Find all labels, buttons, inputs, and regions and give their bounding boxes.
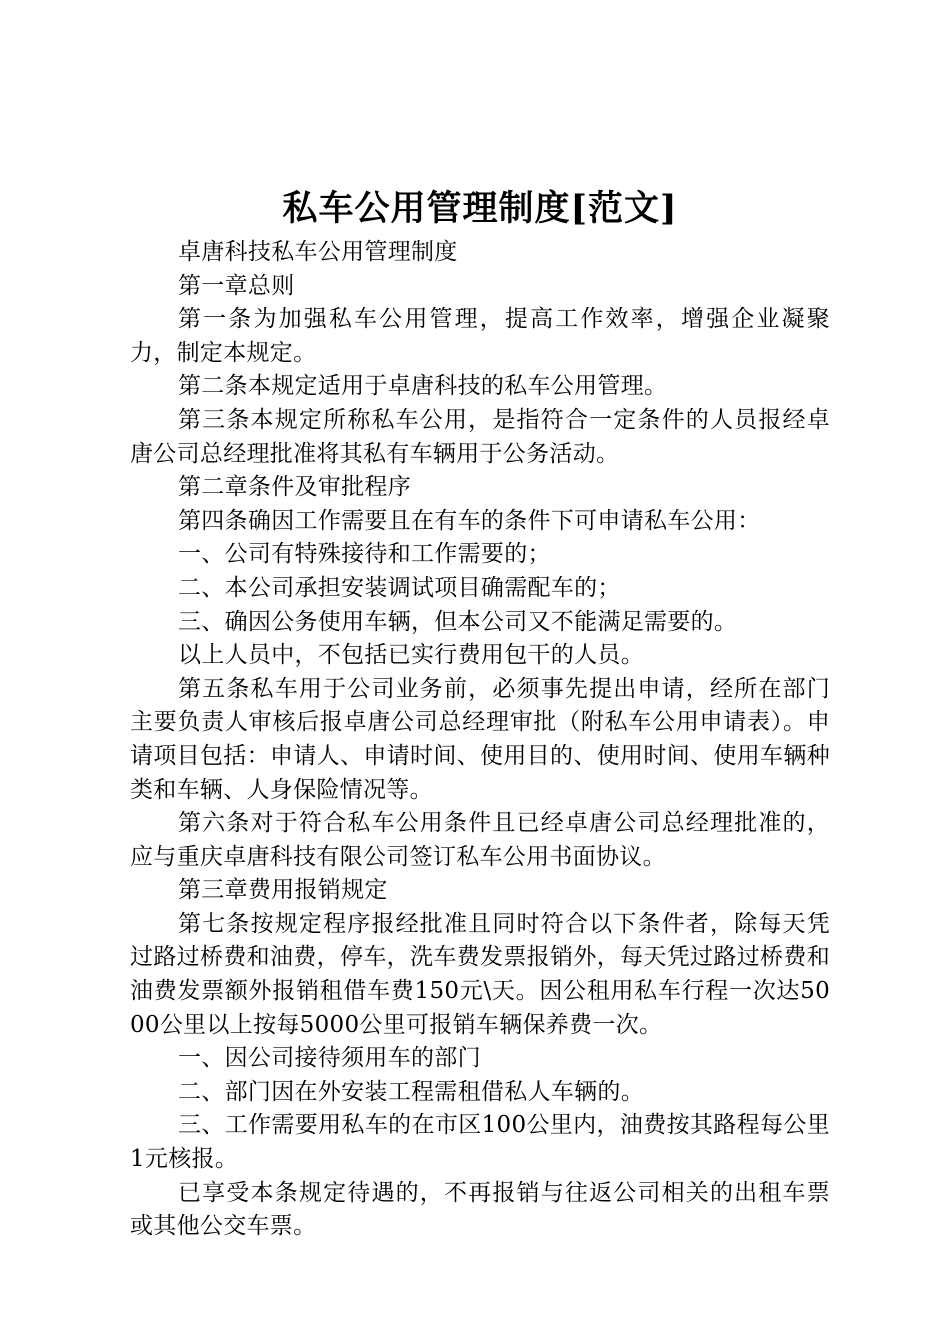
article-7-item-3: 三、工作需要用私车的在市区100公里内，油费按其路程每公里1元核报。 — [130, 1112, 830, 1173]
chapter-3-heading: 第三章费用报销规定 — [178, 877, 388, 904]
chapter-1-heading: 第一章总则 — [178, 272, 295, 299]
article-1: 第一条为加强私车公用管理，提高工作效率，增强企业凝聚力，制定本规定。 — [130, 306, 830, 366]
document-title: 私车公用管理制度[范文] — [282, 188, 678, 229]
article-7-note: 已享受本条规定待遇的，不再报销与往返公司相关的出租车票或其他公交车票。 — [130, 1179, 830, 1240]
article-4-item-2: 二、本公司承担安装调试项目确需配车的； — [178, 574, 621, 601]
document-page — [130, 186, 830, 1244]
article-4-note: 以上人员中，不包括已实行费用包干的人员。 — [178, 642, 644, 669]
doc-heading: 卓唐科技私车公用管理制度 — [178, 239, 458, 265]
article-2: 第二条本规定适用于卓唐科技的私车公用管理。 — [178, 373, 668, 400]
article-3: 第三条本规定所称私车公用，是指符合一定条件的人员报经卓唐公司总经理批准将其私有车辆用于公务活动。 — [130, 406, 830, 467]
article-4: 第四条确因工作需要且在有车的条件下可申请私车公用： — [178, 507, 761, 534]
chapter-2-heading: 第二章条件及审批程序 — [178, 474, 411, 501]
article-7: 第七条按规定程序报经批准且同时符合以下条件者，除每天凭过路过桥费和油费，停车，洗车费发票报销外，每天凭过路过桥费和油费发票额外报销租借车费150元\天。因公租用私车行程一次达5000公里以上按每5000公里可报销车辆保养费一次。 — [130, 910, 830, 1038]
article-7-item-1: 一、因公司接待须用车的部门 — [178, 1045, 481, 1072]
article-5: 第五条私车用于公司业务前，必须事先提出申请，经所在部门主要负责人审核后报卓唐公司总经理审批（附私车公用申请表）。申请项目包括：申请人、申请时间、使用目的、使用时间、使用车辆种类和车辆、人身保险情况等。 — [130, 675, 830, 803]
article-4-item-1: 一、公司有特殊接待和工作需要的； — [178, 541, 551, 568]
article-7-item-2: 二、部门因在外安装工程需租借私人车辆的。 — [178, 1078, 644, 1105]
article-4-item-3: 三、确因公务使用车辆，但本公司又不能满足需要的。 — [178, 608, 738, 635]
article-6: 第六条对于符合私车公用条件且已经卓唐公司总经理批准的，应与重庆卓唐科技有限公司签订私车公用书面协议。 — [130, 810, 830, 870]
